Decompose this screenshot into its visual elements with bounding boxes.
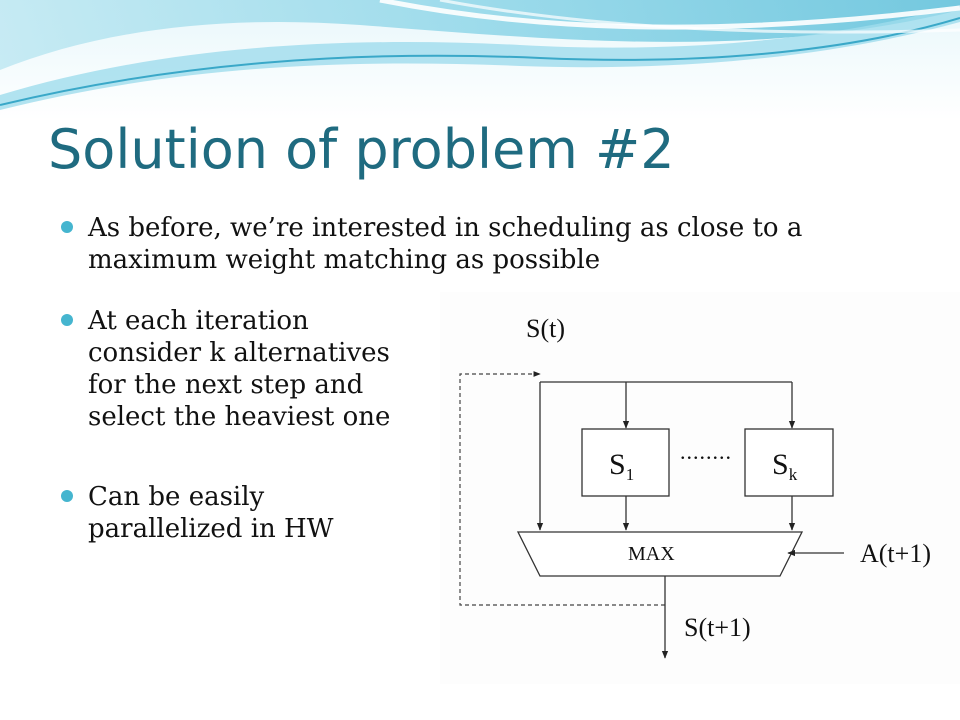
bullet-dot-icon — [61, 314, 73, 326]
bullet-text-line: consider k alternatives — [88, 338, 390, 368]
arrival-label: A(t+1) — [860, 539, 931, 568]
input-state-label: S(t) — [526, 314, 565, 343]
header-wave-decoration — [0, 0, 960, 120]
bullet-text-line: maximum weight matching as possible — [88, 245, 601, 275]
slide-title: Solution of problem #2 — [48, 118, 675, 181]
output-state-label: S(t+1) — [684, 613, 751, 642]
alternative-s1-base: S — [609, 448, 626, 481]
alternative-sk-base: S — [772, 448, 789, 481]
alternative-box-sk — [745, 429, 833, 496]
bullet-text-line: Can be easily — [88, 482, 265, 512]
bullet-dot-icon — [61, 221, 73, 233]
bullet-text-line: parallelized in HW — [88, 514, 334, 544]
alternative-sk-subscript: k — [788, 465, 798, 484]
bullet-item — [88, 305, 390, 433]
scheduler-diagram — [440, 292, 960, 684]
max-selector-label: MAX — [628, 543, 675, 565]
bullet-item — [88, 481, 333, 545]
bullet-dot-icon — [61, 490, 73, 502]
bullet-text-line: for the next step and — [88, 370, 364, 400]
bullet-text-line: At each iteration — [88, 306, 309, 336]
bullet-text-line: As before, we’re interested in scheduling as close to a — [88, 213, 803, 243]
alternative-s1-subscript: 1 — [625, 465, 635, 484]
bullet-item — [88, 212, 802, 276]
bullet-text-line: select the heaviest one — [88, 402, 391, 432]
ellipsis-dots: ........ — [680, 439, 732, 464]
